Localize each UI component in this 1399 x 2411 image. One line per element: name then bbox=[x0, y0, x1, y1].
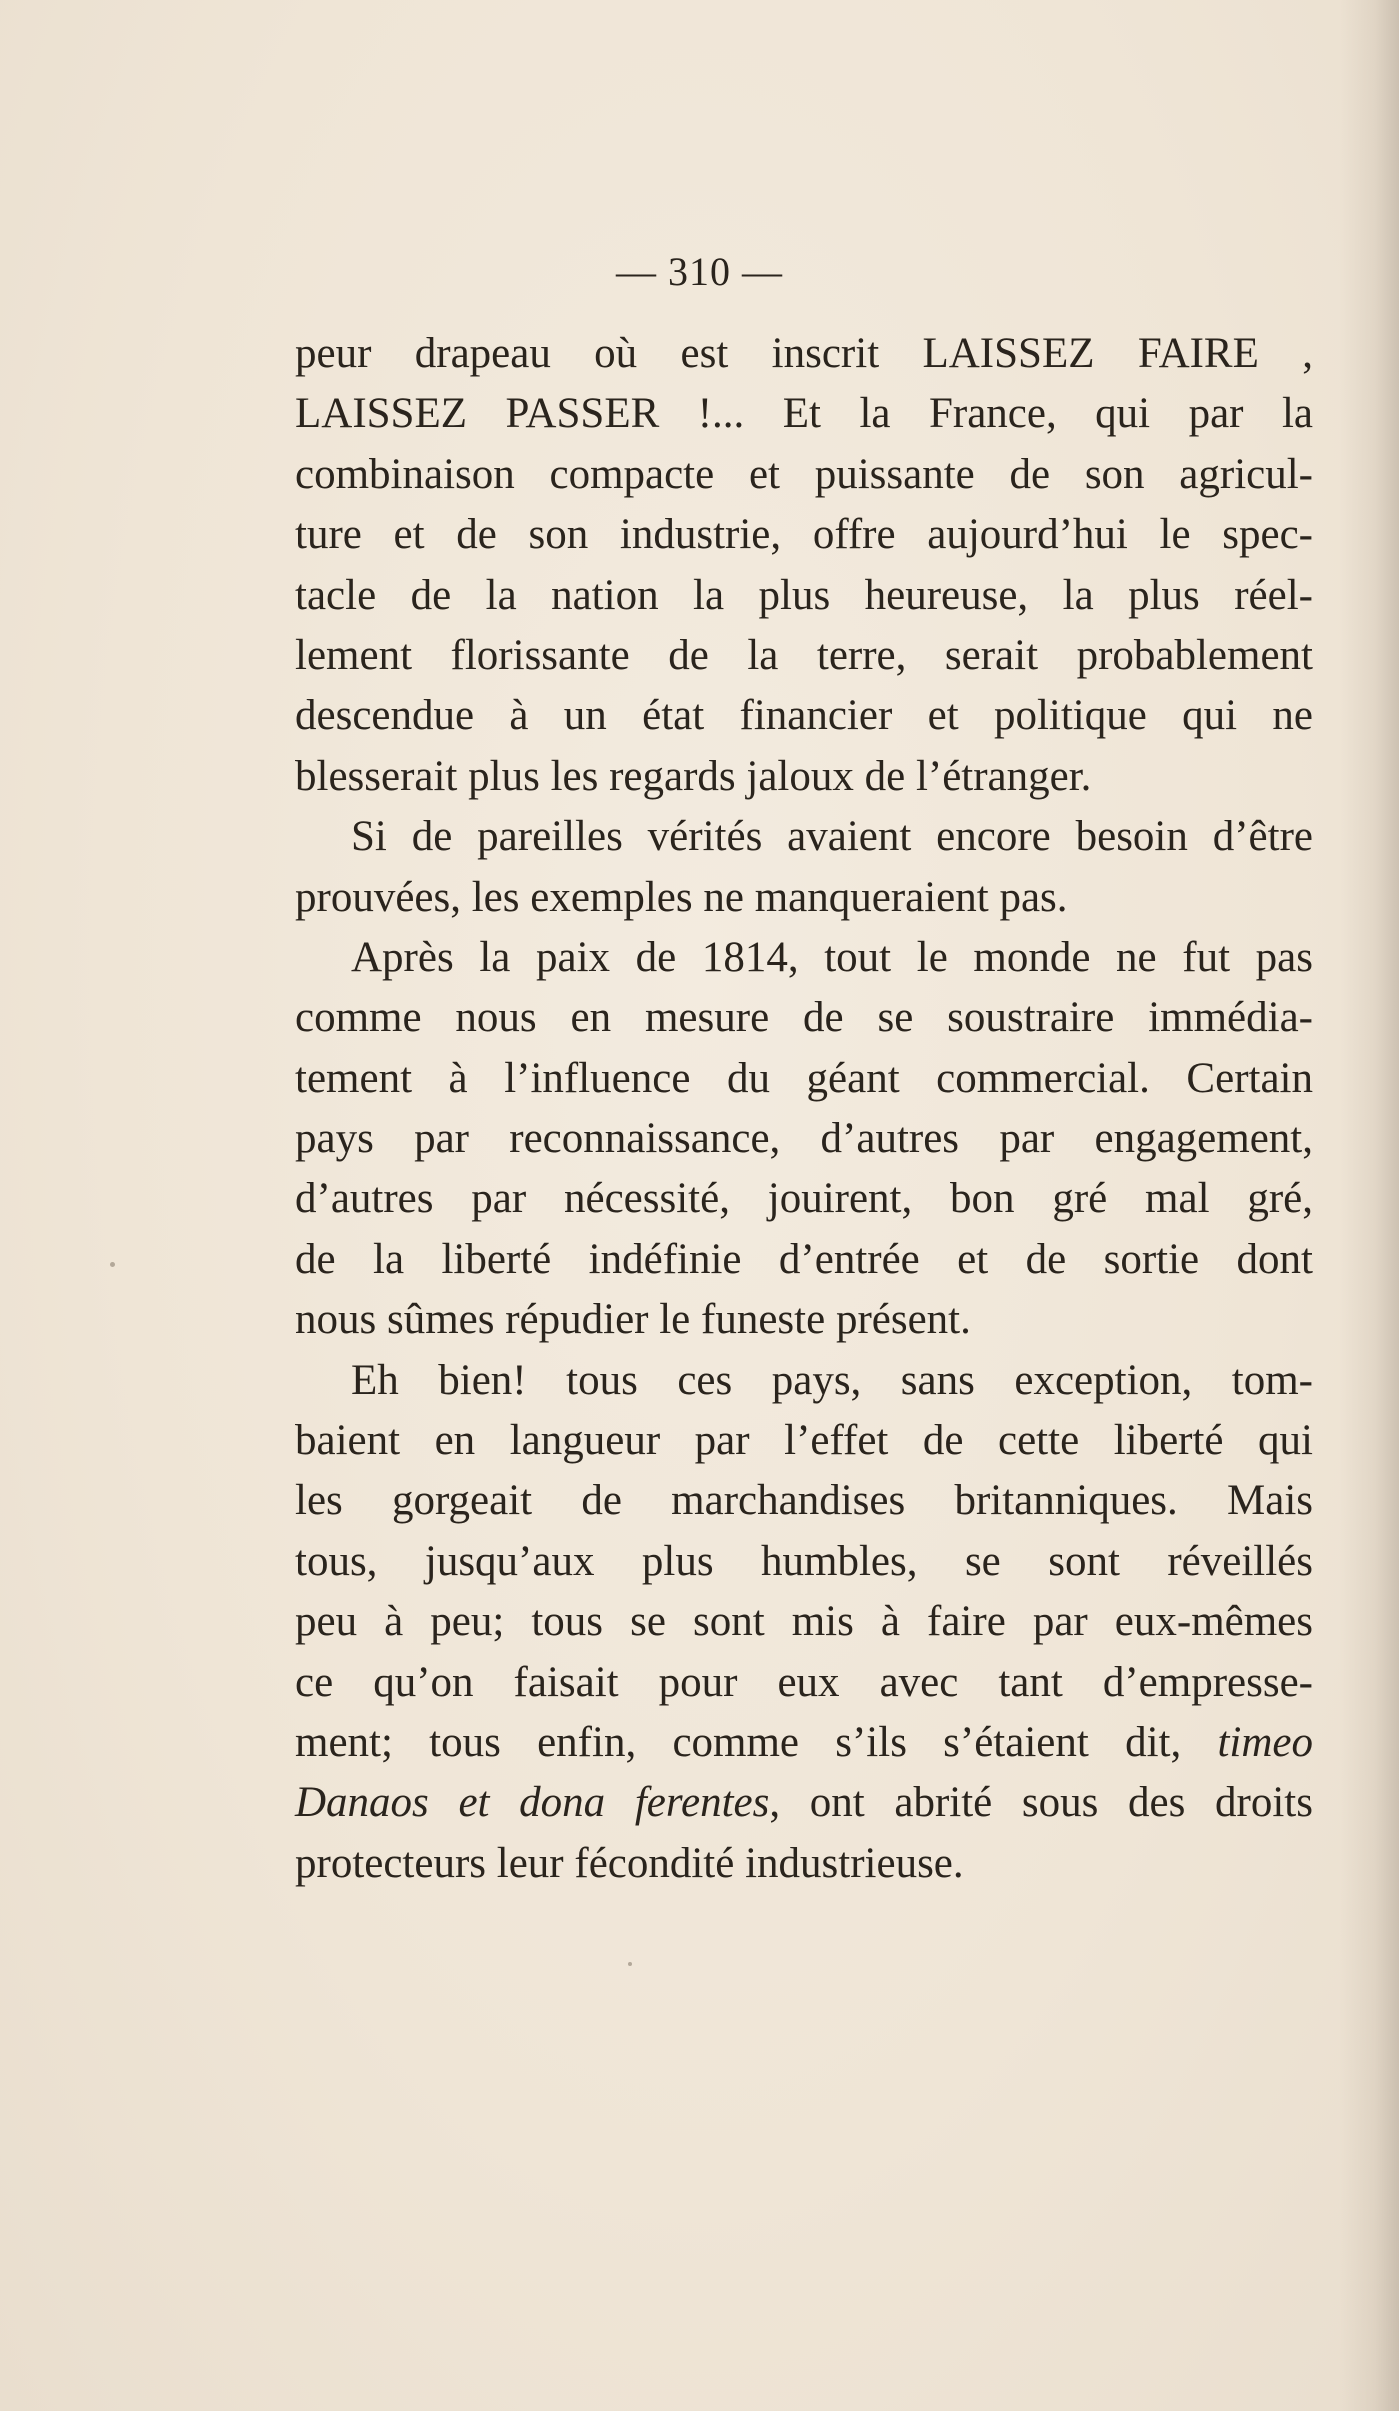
text-line: tous, jusqu’aux plus humbles, se sont réveillés bbox=[295, 1537, 1313, 1585]
text-line: tacle de la nation la plus heureuse, la plus réel- bbox=[295, 571, 1313, 619]
text-line bbox=[295, 1773, 1313, 1833]
paper-speck bbox=[110, 1262, 115, 1267]
italic-text: timeo bbox=[1217, 1718, 1314, 1766]
text-line: Si de pareilles vérités avaient encore besoin d’être bbox=[351, 813, 1313, 861]
text-line: d’autres par nécessité, jouirent, bon gré mal gré, bbox=[295, 1175, 1313, 1223]
text-line: LAISSEZ PASSER !... Et la France, qui par la bbox=[295, 390, 1313, 438]
text-line: peur drapeau où est inscrit LAISSEZ FAIRE , bbox=[295, 330, 1313, 377]
text-line: prouvées, les exemples ne manqueraient pas. bbox=[295, 873, 1068, 921]
text-line: protecteurs leur fécondité industrieuse. bbox=[295, 1839, 964, 1887]
text-line: Après la paix de 1814, tout le monde ne fut pas bbox=[351, 933, 1313, 981]
text-line: ce qu’on faisait pour eux avec tant d’empresse- bbox=[295, 1658, 1313, 1706]
text-line-part: ment; tous enfin, comme s’ils s’étaient dit, bbox=[295, 1718, 1182, 1766]
text-line: de la liberté indéfinie d’entrée et de sortie dont bbox=[295, 1235, 1313, 1283]
paper-speck bbox=[628, 1962, 632, 1966]
text-line: ture et de son industrie, offre aujourd’hui le spec- bbox=[295, 511, 1313, 559]
text-line: nous sûmes répudier le funeste présent. bbox=[295, 1296, 971, 1344]
text-line: peu à peu; tous se sont mis à faire par eux-mêmes bbox=[295, 1598, 1313, 1646]
text-line: comme nous en mesure de se soustraire immédia- bbox=[295, 994, 1313, 1042]
text-line: lement florissante de la terre, serait probablement bbox=[295, 631, 1313, 679]
text-line: pays par reconnaissance, d’autres par engagement, bbox=[295, 1115, 1313, 1163]
text-line: combinaison compacte et puissante de son agricul- bbox=[295, 450, 1313, 498]
text-line: baient en langueur par l’effet de cette liberté qui bbox=[295, 1417, 1313, 1465]
text-line: les gorgeait de marchandises britanniques. Mais bbox=[295, 1477, 1313, 1525]
italic-text: Danaos et dona ferentes bbox=[295, 1779, 770, 1827]
page-number: — 310 — bbox=[616, 249, 783, 294]
text-line: tement à l’influence du géant commercial. Certain bbox=[295, 1054, 1313, 1102]
text-line: blesserait plus les regards jaloux de l’étranger. bbox=[295, 752, 1092, 800]
text-line bbox=[295, 1713, 1313, 1773]
text-line-part: , ont abrité sous des droits bbox=[769, 1779, 1313, 1827]
text-line: descendue à un état financier et politique qui ne bbox=[295, 692, 1313, 740]
body-text bbox=[295, 324, 1313, 1894]
text-line: Eh bien! tous ces pays, sans exception, tom- bbox=[351, 1356, 1313, 1404]
page-edge-shadow bbox=[1339, 0, 1399, 2411]
